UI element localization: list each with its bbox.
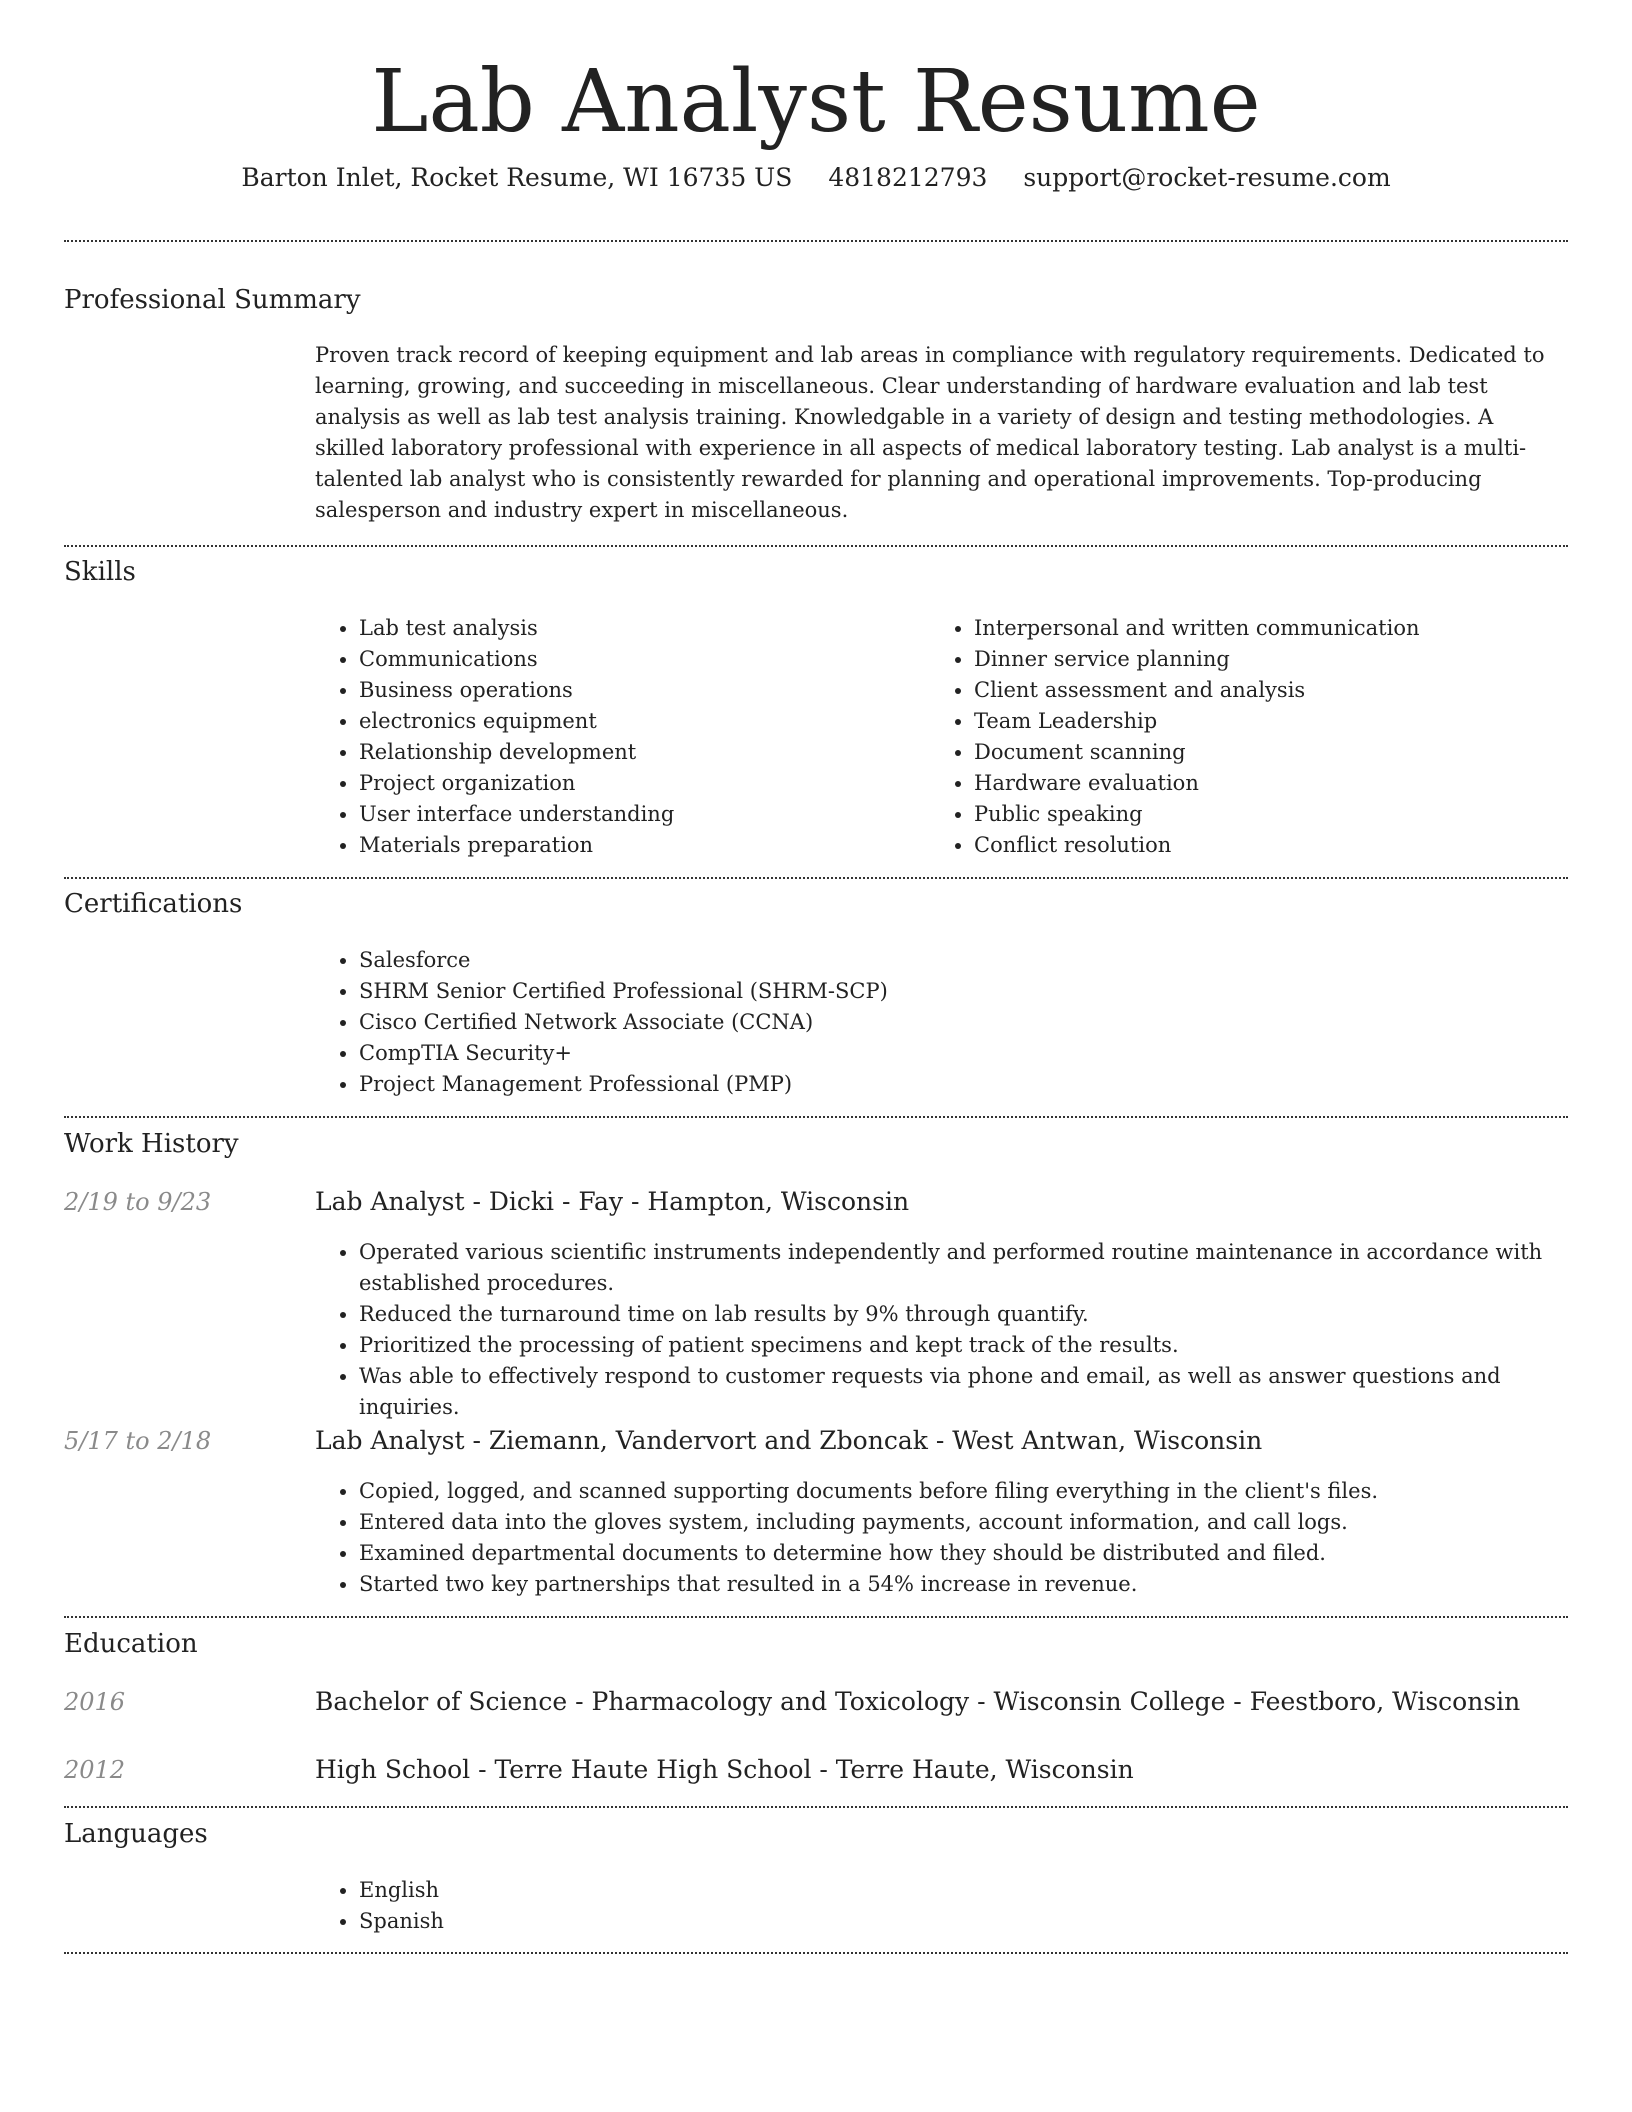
divider: [64, 1616, 1568, 1618]
list-item: • Business operations: [359, 675, 915, 706]
summary-text: Proven track record of keeping equipment and lab areas in compliance with regulatory requirements. Dedicated to learning, growing, and succeeding in miscellaneous. Clear understanding of hardware evaluation and lab test analysis as well as lab test analysis training. Knowledgable in a variety of design and testing methodologies. A skilled laboratory professional with experience in all aspects of medical laboratory testing. Lab analyst is a multi-talented lab analyst who is consistently rewarded for planning and operational improvements. Top-producing salesperson and industry expert in miscellaneous.: [315, 343, 1545, 522]
list-item: • Reduced the turnaround time on lab results by 9% through quantify.: [359, 1299, 1575, 1330]
list-item: • Conflict resolution: [974, 830, 1570, 861]
job-title: Lab Analyst - Dicki - Fay - Hampton, Wisconsin: [315, 1187, 910, 1216]
divider: [64, 877, 1568, 879]
education-year: 2016: [64, 1688, 126, 1716]
list-item: • Public speaking: [974, 799, 1570, 830]
list-item: • Interpersonal and written communication: [974, 613, 1570, 644]
list-item: • Salesforce: [359, 945, 1565, 976]
list-item: • Examined departmental documents to determine how they should be distributed and filed.: [359, 1538, 1575, 1569]
job-title: Lab Analyst - Ziemann, Vandervort and Zboncak - West Antwan, Wisconsin: [315, 1426, 1263, 1455]
job-dates: 5/17 to 2/18: [64, 1427, 212, 1455]
job-bullets: [315, 1237, 1575, 1423]
languages-list: [315, 1875, 1565, 1937]
list-item: • Client assessment and analysis: [974, 675, 1570, 706]
list-item: • Entered data into the gloves system, including payments, account information, and call logs.: [359, 1507, 1575, 1538]
list-item: • electronics equipment: [359, 706, 915, 737]
list-item: • Relationship development: [359, 737, 915, 768]
job-bullets: [315, 1476, 1575, 1600]
section-heading-summary: Professional Summary: [64, 285, 361, 315]
list-item: • CompTIA Security+: [359, 1038, 1565, 1069]
list-item: • User interface understanding: [359, 799, 915, 830]
skills-column-right: [930, 613, 1570, 861]
list-item: • Document scanning: [974, 737, 1570, 768]
list-item: • Operated various scientific instruments independently and performed routine maintenance in accordance with established procedures.: [359, 1237, 1575, 1299]
contact-email: support@rocket-resume.com: [1023, 163, 1391, 192]
list-item: • Spanish: [359, 1906, 1565, 1937]
divider: [64, 1806, 1568, 1808]
list-item: • Communications: [359, 644, 915, 675]
list-item: • Dinner service planning: [974, 644, 1570, 675]
contact-address: Barton Inlet, Rocket Resume, WI 16735 US: [241, 163, 793, 192]
section-heading-languages: Languages: [64, 1819, 208, 1849]
list-item: • Cisco Certified Network Associate (CCNA): [359, 1007, 1565, 1038]
list-item: • English: [359, 1875, 1565, 1906]
list-item: • SHRM Senior Certified Professional (SHRM-SCP): [359, 976, 1565, 1007]
divider: [64, 545, 1568, 547]
divider: [64, 1116, 1568, 1118]
section-heading-skills: Skills: [64, 557, 136, 587]
divider: [64, 1952, 1568, 1954]
list-item: • Was able to effectively respond to customer requests via phone and email, as well as answer questions and inquiries.: [359, 1361, 1575, 1423]
skills-column-left: [315, 613, 915, 861]
list-item: • Started two key partnerships that resulted in a 54% increase in revenue.: [359, 1569, 1575, 1600]
education-entry: High School - Terre Haute High School - Terre Haute, Wisconsin: [315, 1755, 1134, 1784]
divider: [64, 240, 1568, 242]
education-year: 2012: [64, 1756, 126, 1784]
section-heading-certifications: Certifications: [64, 889, 243, 919]
section-heading-work: Work History: [64, 1129, 239, 1159]
list-item: • Prioritized the processing of patient specimens and kept track of the results.: [359, 1330, 1575, 1361]
list-item: • Team Leadership: [974, 706, 1570, 737]
resume-title: Lab Analyst Resume: [371, 52, 1261, 152]
list-item: • Lab test analysis: [359, 613, 915, 644]
list-item: • Copied, logged, and scanned supporting documents before filing everything in the client's files.: [359, 1476, 1575, 1507]
certifications-list: [315, 945, 1565, 1100]
job-dates: 2/19 to 9/23: [64, 1188, 212, 1216]
contact-line: [0, 162, 1632, 194]
section-heading-education: Education: [64, 1629, 198, 1659]
list-item: • Project organization: [359, 768, 915, 799]
contact-phone: 4818212793: [828, 163, 988, 192]
list-item: • Materials preparation: [359, 830, 915, 861]
education-entry: Bachelor of Science - Pharmacology and Toxicology - Wisconsin College - Feestboro, Wisconsin: [315, 1687, 1521, 1716]
list-item: • Hardware evaluation: [974, 768, 1570, 799]
list-item: • Project Management Professional (PMP): [359, 1069, 1565, 1100]
